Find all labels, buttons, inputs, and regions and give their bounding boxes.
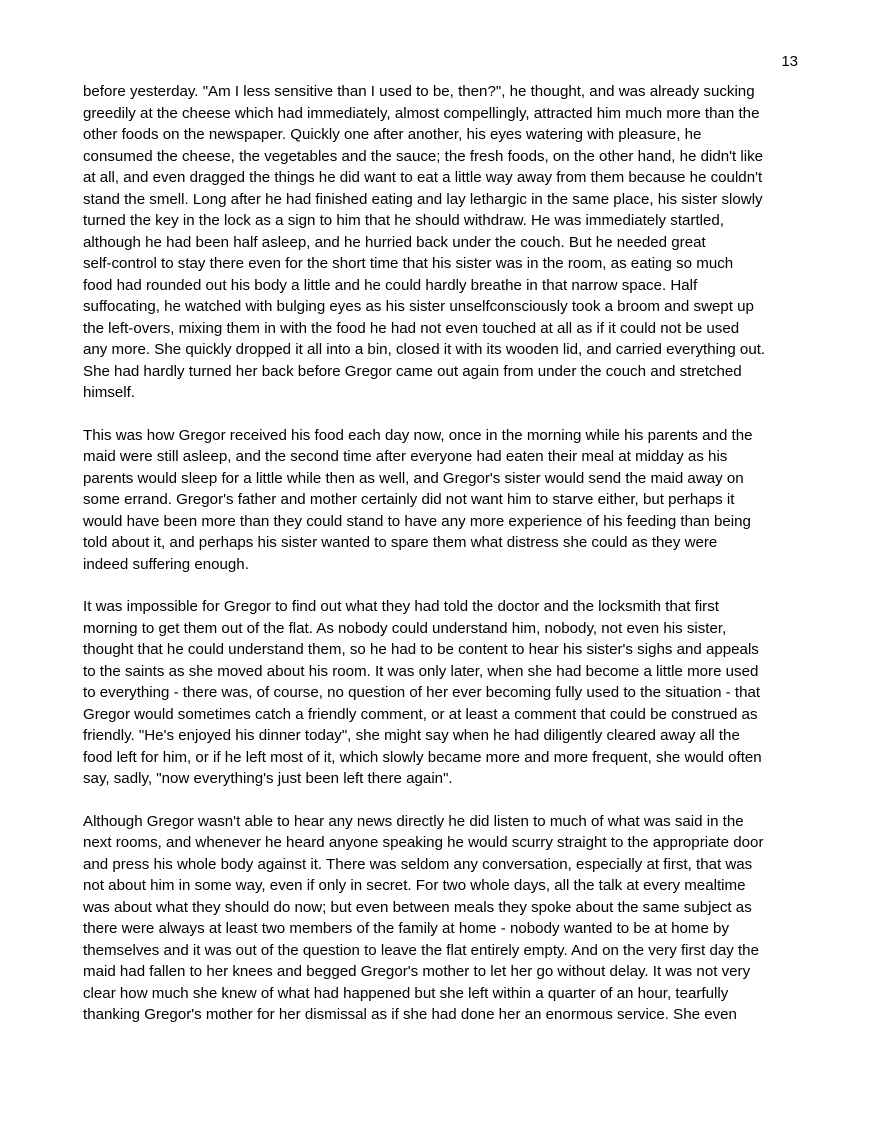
text-line: suffocating, he watched with bulging eyes as his sister unselfconsciously took a broom and swept up bbox=[83, 298, 754, 315]
text-line: Although Gregor wasn't able to hear any news directly he did listen to much of what was said in the bbox=[83, 812, 744, 830]
paragraph-4 bbox=[83, 811, 803, 1026]
text-line: maid were still asleep, and the second time after everyone had eaten their meal at midday as his bbox=[83, 448, 728, 465]
text-line: She had hardly turned her back before Gregor came out again from under the couch and stretched bbox=[83, 362, 742, 380]
text-line: say, sadly, "now everything's just been left there again". bbox=[83, 770, 453, 787]
text-line: self-control to stay there even for the short time that his sister was in the room, as eating so much bbox=[83, 255, 734, 272]
text-line: parents would sleep for a little while then as well, and Gregor's sister would send the maid away on bbox=[83, 469, 744, 487]
text-line: before yesterday. "Am I less sensitive than I used to be, then?", he thought, and was already sucking bbox=[83, 83, 755, 100]
text-line: any more. She quickly dropped it all into a bin, closed it with its wooden lid, and carried everything out. bbox=[83, 341, 766, 358]
text-line: other foods on the newspaper. Quickly one after another, his eyes watering with pleasure, he bbox=[83, 126, 702, 143]
text-line: thanking Gregor's mother for her dismissal as if she had done her an enormous service. She even bbox=[83, 1006, 737, 1023]
text-line: food had rounded out his body a little and he could hardly breathe in that narrow space. Half bbox=[83, 276, 698, 294]
page-number: 13 bbox=[781, 53, 798, 70]
text-line: would have been more than they could stand to have any more experience of his feeding than being bbox=[83, 512, 751, 530]
text-line: turned the key in the lock as a sign to him that he should withdraw. He was immediately startled, bbox=[83, 212, 724, 229]
text-line: although he had been half asleep, and he hurried back under the couch. But he needed great bbox=[83, 233, 706, 251]
text-line: morning to get them out of the flat. As nobody could understand him, nobody, not even his sister, bbox=[83, 619, 727, 637]
document-body bbox=[83, 81, 803, 1047]
text-line: there were always at least two members of the family at home - nobody wanted to be at home by bbox=[83, 920, 730, 937]
text-line: indeed suffering enough. bbox=[83, 555, 249, 573]
text-line: greedily at the cheese which had immediately, almost compellingly, attracted him much more than the bbox=[83, 104, 760, 122]
text-line: not about him in some way, even if only in secret. For two whole days, all the talk at every mealtime bbox=[83, 877, 746, 894]
paragraph-1 bbox=[83, 81, 803, 404]
text-line: some errand. Gregor's father and mother certainly did not want him to starve either, but perhaps it bbox=[83, 491, 735, 508]
text-line: This was how Gregor received his food each day now, once in the morning while his parents and the bbox=[83, 426, 753, 444]
text-line: consumed the cheese, the vegetables and the sauce; the fresh foods, on the other hand, he didn't like bbox=[83, 147, 764, 165]
text-line: was about what they should do now; but even between meals they spoke about the same subject as bbox=[83, 898, 752, 916]
text-line: stand the smell. Long after he had finished eating and lay lethargic in the same place, his sister slowly bbox=[83, 190, 763, 208]
text-line: themselves and it was out of the question to leave the flat entirely empty. And on the very first day the bbox=[83, 941, 759, 959]
text-line: himself. bbox=[83, 384, 136, 401]
text-line: at all, and even dragged the things he did want to eat a little way away from them because he couldn't bbox=[83, 169, 763, 186]
text-line: maid had fallen to her knees and begged Gregor's mother to let her go without delay. It was not very bbox=[83, 963, 751, 980]
text-line: to the saints as she moved about his room. It was only later, when she had become a little more used bbox=[83, 662, 759, 680]
text-line: the left-overs, mixing them in with the food he had not even touched at all as if it could not be used bbox=[83, 319, 740, 337]
text-line: thought that he could understand them, so he had to be content to hear his sister's sighs and appeals bbox=[83, 641, 759, 658]
text-line: It was impossible for Gregor to find out what they had told the doctor and the locksmith that first bbox=[83, 598, 719, 615]
text-line: Gregor would sometimes catch a friendly comment, or at least a comment that could be construed as bbox=[83, 705, 758, 723]
text-line: to everything - there was, of course, no question of her ever becoming fully used to the situation - that bbox=[83, 684, 761, 701]
text-line: told about it, and perhaps his sister wanted to spare them what distress she could as they were bbox=[83, 534, 718, 551]
text-line: clear how much she knew of what had happened but she left within a quarter of an hour, tearfully bbox=[83, 984, 729, 1002]
text-line: and press his whole body against it. There was seldom any conversation, especially at first, that was bbox=[83, 855, 753, 873]
text-line: food left for him, or if he left most of it, which slowly became more and more frequent, she would often bbox=[83, 748, 762, 766]
text-line: next rooms, and whenever he heard anyone speaking he would scurry straight to the appropriate door bbox=[83, 834, 764, 851]
paragraph-3 bbox=[83, 596, 803, 790]
paragraph-2 bbox=[83, 425, 803, 576]
text-line: friendly. "He's enjoyed his dinner today", she might say when he had diligently cleared away all the bbox=[83, 727, 740, 744]
